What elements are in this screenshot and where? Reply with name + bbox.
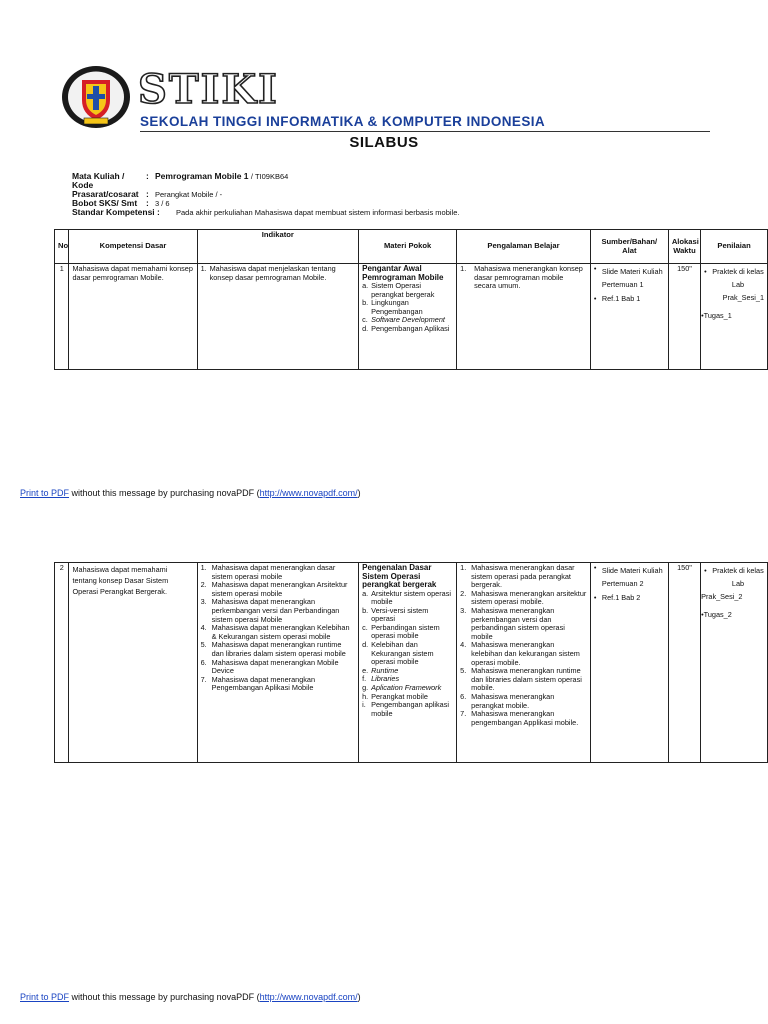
list-item: 7. Mahasiswa menerangkan pengembangan Applikasi mobile. xyxy=(460,709,579,727)
list-item: 4. Mahasiswa dapat menerangkan Kelebihan & Kekurangan sistem operasi mobile xyxy=(200,623,350,641)
header-alokasi: Alokasi Waktu xyxy=(668,230,700,264)
row-number: 2 xyxy=(55,563,69,763)
sumber-cell xyxy=(590,563,668,763)
table-header-row xyxy=(55,230,768,264)
kompetensi-cell: Mahasiswa dapat memahami konsep dasar pemrograman Mobile. xyxy=(69,264,197,370)
list-item: 3. Mahasiswa dapat menerangkan perkembangan versi dan Perbandingan sistem operasi Mobile xyxy=(200,597,340,624)
print-to-pdf-link[interactable]: Print to PDF xyxy=(20,992,70,1002)
penilaian-item: Prak_Sesi_2 xyxy=(701,592,743,601)
list-item: b. Lingkungan Pengembangan xyxy=(362,298,423,316)
header-penilaian: Penilaian xyxy=(701,230,768,264)
list-item: g. Aplication Framework xyxy=(362,683,442,693)
novapdf-url-link[interactable]: http://www.novapdf.com/ xyxy=(259,488,358,498)
pengalaman-list xyxy=(460,564,587,727)
list-item: 5. Mahasiswa dapat menerangkan runtime dan libraries dalam sistem operasi mobile xyxy=(200,640,346,658)
separator: : xyxy=(146,198,149,208)
list-item: c. Software Development xyxy=(362,315,445,325)
list-item: c. Perbandingan sistem operasi mobile xyxy=(362,622,440,641)
syllabus-table-page1 xyxy=(54,229,768,370)
brand-wordmark: STIKI xyxy=(138,66,279,113)
materi-title: Pengenalan Dasar Sistem Operasi perangkat bergerak xyxy=(362,563,437,589)
print-footer: Print to PDF without this message by purchasing novaPDF (http://www.novapdf.com/) xyxy=(20,992,361,1002)
list-item: • Praktek di kelas Lab xyxy=(704,267,764,289)
list-item: 1. Mahasiswa dapat menerangkan dasar sistem operasi mobile xyxy=(200,563,336,581)
penilaian-cell xyxy=(701,264,768,370)
syllabus-table-page2 xyxy=(54,562,768,763)
matkul-label: Mata Kuliah / Kode xyxy=(72,171,125,190)
indikator-cell xyxy=(197,563,359,763)
header-divider xyxy=(140,131,710,132)
prasyarat-label: Prasarat/cosarat xyxy=(72,189,139,199)
header-no: No xyxy=(55,230,69,264)
list-item: d. Kelebihan dan Kekurangan sistem operasi mobile xyxy=(362,640,434,667)
matkul-row xyxy=(72,172,459,190)
list-item: 3. Mahasiswa menerangkan perkembangan versi dan perbandingan sistem operasi mobile xyxy=(460,605,565,641)
list-item: 1. Mahasiswa dapat menjelaskan tentang konsep dasar pemrograman Mobile. xyxy=(200,264,336,282)
materi-list xyxy=(362,590,453,719)
standar-label: Standar Kompetensi : xyxy=(72,207,160,217)
separator: : xyxy=(146,171,149,181)
matkul-name: Pemrograman Mobile 1 xyxy=(155,171,249,181)
list-item: • Ref.1 Bab 1 xyxy=(593,294,641,303)
course-info xyxy=(72,172,459,217)
pengalaman-cell xyxy=(457,563,591,763)
header-sumber: Sumber/Bahan/ Alat xyxy=(590,230,668,264)
header-kompetensi: Kompetensi Dasar xyxy=(69,230,197,264)
list-item: e. Runtime xyxy=(362,665,399,675)
list-item: b. Versi-versi sistem operasi xyxy=(362,605,429,624)
separator: : xyxy=(146,189,149,199)
header-indikator: Indikator xyxy=(197,230,359,264)
penilaian-item: Prak_Sesi_1 xyxy=(722,293,764,302)
prasyarat-value: Perangkat Mobile / - xyxy=(155,190,223,199)
alokasi-cell: 150" xyxy=(668,563,700,763)
print-footer: Print to PDF without this message by purchasing novaPDF (http://www.novapdf.com/) xyxy=(20,488,361,498)
list-item: • Slide Materi Kuliah Pertemuan 1 xyxy=(593,264,663,289)
list-item: • Ref.1 Bab 2 xyxy=(593,593,641,602)
alokasi-cell: 150" xyxy=(668,264,700,370)
penilaian-item: •Tugas_1 xyxy=(701,310,732,320)
sks-label: Bobot SKS/ Smt xyxy=(72,198,138,208)
list-item: • Slide Materi Kuliah Pertemuan 2 xyxy=(593,563,663,588)
sumber-cell xyxy=(590,264,668,370)
list-item: 1. Mahasiswa menerangkan dasar sistem operasi pada perangkat bergerak. xyxy=(460,563,575,590)
list-item: i. Pengembangan aplikasi mobile xyxy=(362,700,449,718)
materi-cell xyxy=(359,563,457,763)
sks-value: 3 / 6 xyxy=(155,199,170,208)
list-item: 2. Mahasiswa dapat menerangkan Arsitektur sistem operasi mobile xyxy=(200,580,348,598)
penilaian-cell xyxy=(701,563,768,763)
penilaian-item: •Tugas_2 xyxy=(701,609,732,619)
standar-value: Pada akhir perkuliahan Mahasiswa dapat membuat sistem informasi berbasis mobile. xyxy=(176,208,460,217)
table-row xyxy=(55,264,768,370)
matkul-code: / TI09KB64 xyxy=(250,172,289,181)
novapdf-url-link[interactable]: http://www.novapdf.com/ xyxy=(259,992,358,1002)
indikator-cell xyxy=(197,264,359,370)
list-item: 7. Mahasiswa dapat menerangkan Pengembangan Aplikasi Mobile xyxy=(200,674,316,693)
list-item: 6. Mahasiswa menerangkan perangkat mobile. xyxy=(460,691,555,710)
pengalaman-cell xyxy=(457,264,591,370)
standar-row xyxy=(72,208,459,217)
list-item: • Praktek di kelas Lab xyxy=(704,566,764,588)
list-item: f. Libraries xyxy=(362,674,400,684)
list-item: d. Pengembangan Aplikasi xyxy=(362,323,450,333)
list-item: a. Sistem Operasi perangkat bergerak xyxy=(362,281,435,299)
header-materi: Materi Pokok xyxy=(359,230,457,264)
list-item: h. Perangkat mobile xyxy=(362,691,428,701)
kompetensi-cell: Mahasiswa dapat memahami tentang konsep Dasar Sistem Operasi Perangkat Bergerak. xyxy=(69,563,197,763)
print-to-pdf-link[interactable]: Print to PDF xyxy=(20,488,70,498)
list-item: 1. Mahasiswa menerangkan konsep dasar pemrograman mobile secara umum. xyxy=(460,264,583,291)
header-pengalaman: Pengalaman Belajar xyxy=(457,230,591,264)
document-title: SILABUS xyxy=(349,134,419,151)
materi-cell xyxy=(359,264,457,370)
materi-list xyxy=(362,282,453,334)
list-item: 5. Mahasiswa menerangkan runtime dan libraries dalam sistem operasi mobile. xyxy=(460,666,582,693)
college-name: SEKOLAH TINGGI INFORMATIKA & KOMPUTER INDONESIA xyxy=(140,114,546,129)
list-item: 2. Mahasiswa menerangkan arsitektur sistem operasi mobile. xyxy=(460,588,587,607)
list-item: 6. Mahasiswa dapat menerangkan Mobile Device xyxy=(200,657,339,676)
row-number: 1 xyxy=(55,264,69,370)
list-item: 4. Mahasiswa menerangkan kelebihan dan kekurangan sistem operasi mobile. xyxy=(460,640,580,667)
list-item: a. Arsitektur sistem operasi mobile xyxy=(362,588,451,607)
indikator-list xyxy=(201,564,356,693)
stiki-logo xyxy=(60,64,132,130)
table-row xyxy=(55,563,768,763)
materi-title: Pengantar Awal Pemrograman Mobile xyxy=(362,264,444,282)
